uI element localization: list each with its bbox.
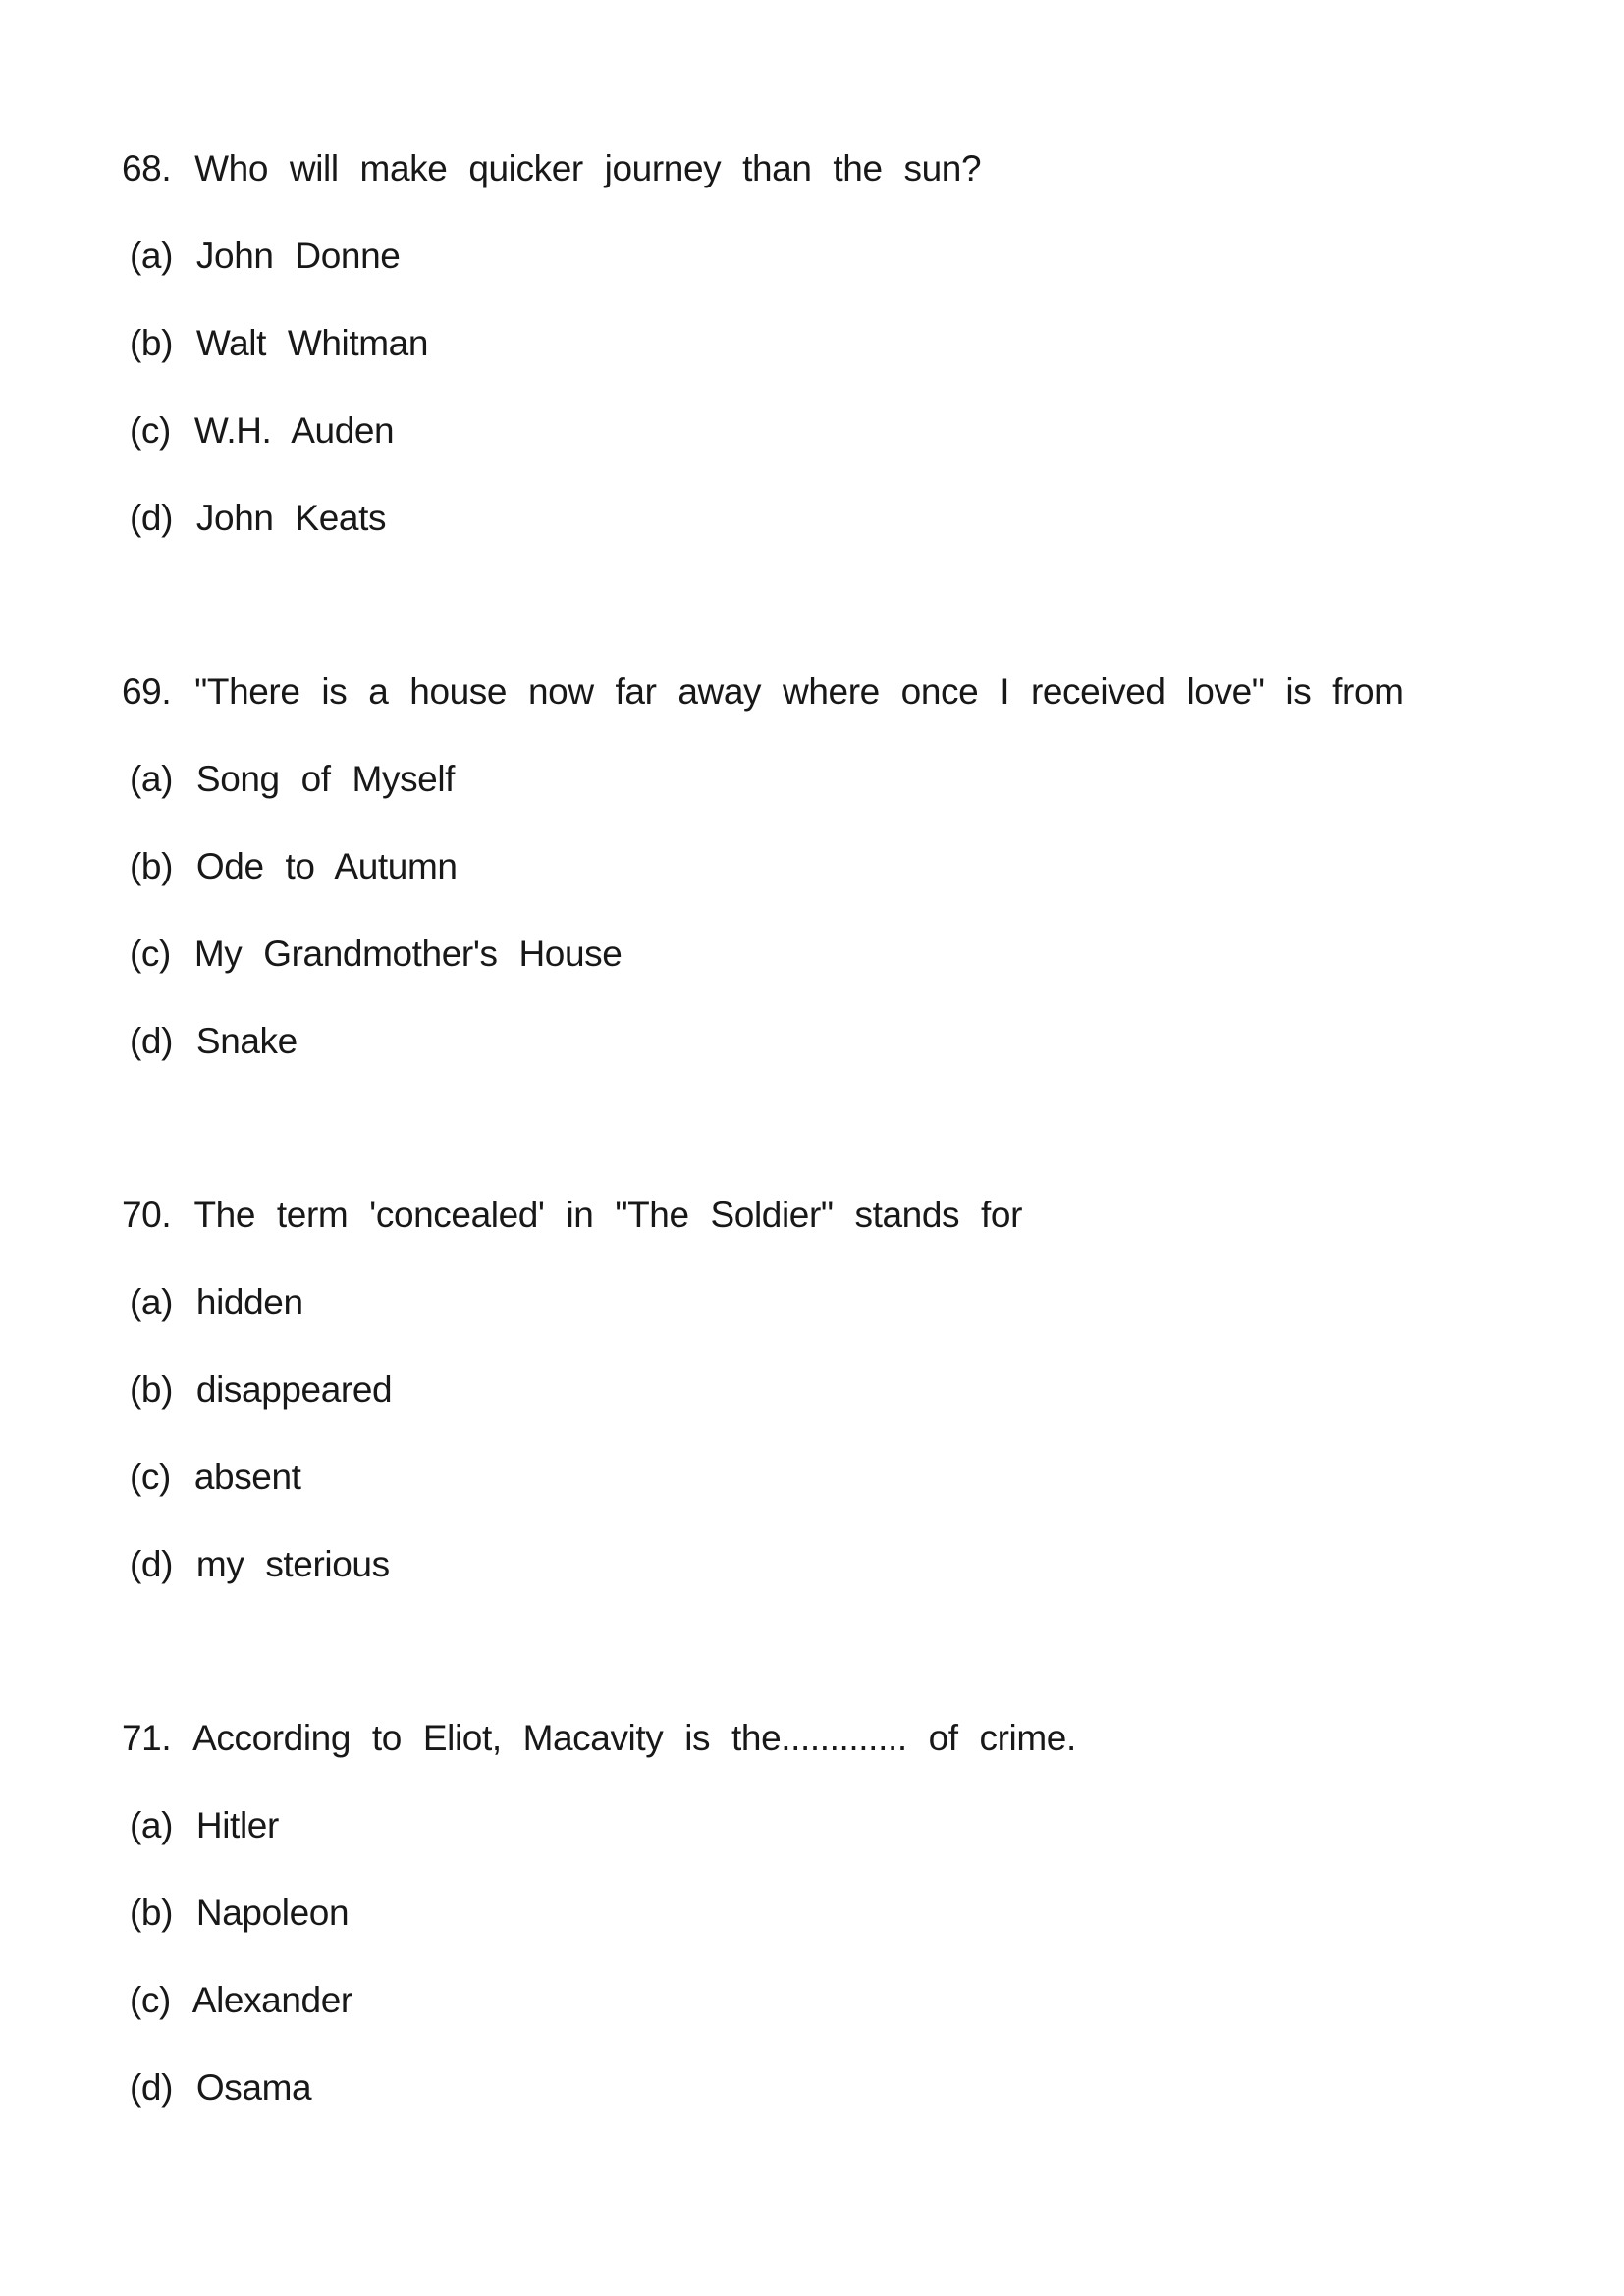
question-block-71 bbox=[122, 1717, 1585, 2109]
option-text: my sterious bbox=[195, 1544, 390, 1584]
question-68-option-c bbox=[130, 409, 1585, 452]
option-label: (b) bbox=[130, 323, 174, 363]
option-label: (a) bbox=[130, 1282, 174, 1322]
option-label: (d) bbox=[130, 1544, 174, 1584]
question-number: 69. bbox=[122, 671, 172, 712]
question-70-line bbox=[122, 1194, 1585, 1236]
option-text: Napoleon bbox=[195, 1893, 350, 1933]
option-text: W.H. Auden bbox=[193, 410, 395, 451]
option-text: Osama bbox=[195, 2067, 312, 2108]
question-number: 71. bbox=[122, 1718, 172, 1758]
question-71-option-c bbox=[130, 1979, 1585, 2021]
option-label: (b) bbox=[130, 846, 174, 886]
option-text: My Grandmother's House bbox=[193, 934, 623, 974]
option-label: (d) bbox=[130, 498, 174, 538]
question-70-option-a bbox=[130, 1281, 1585, 1323]
option-text: Ode to Autumn bbox=[195, 846, 458, 886]
question-number: 70. bbox=[122, 1195, 172, 1235]
question-68-option-b bbox=[130, 322, 1585, 364]
question-68-option-d bbox=[130, 497, 1585, 539]
question-block-70 bbox=[122, 1194, 1585, 1585]
option-label: (d) bbox=[130, 1021, 174, 1061]
question-number: 68. bbox=[122, 148, 172, 188]
option-label: (c) bbox=[130, 1457, 171, 1497]
question-68-option-a bbox=[130, 235, 1585, 277]
question-text: "There is a house now far away where once I received love" is from bbox=[194, 671, 1404, 712]
question-69-option-d bbox=[130, 1020, 1585, 1062]
question-71-option-b bbox=[130, 1892, 1585, 1934]
option-label: (c) bbox=[130, 410, 171, 451]
option-text: Walt Whitman bbox=[195, 323, 429, 363]
option-text: Song of Myself bbox=[195, 759, 456, 799]
option-text: absent bbox=[193, 1457, 301, 1497]
option-text: hidden bbox=[195, 1282, 303, 1322]
question-69-line bbox=[122, 670, 1585, 713]
option-label: (d) bbox=[130, 2067, 174, 2108]
question-69-option-b bbox=[130, 845, 1585, 887]
question-69-option-a bbox=[130, 758, 1585, 800]
option-label: (c) bbox=[130, 934, 171, 974]
option-text: John Donne bbox=[195, 236, 401, 276]
question-70-option-d bbox=[130, 1543, 1585, 1585]
question-block-69 bbox=[122, 670, 1585, 1062]
question-71-option-d bbox=[130, 2066, 1585, 2109]
question-71-line bbox=[122, 1717, 1585, 1759]
option-label: (a) bbox=[130, 1805, 174, 1845]
option-text: John Keats bbox=[195, 498, 387, 538]
question-70-option-b bbox=[130, 1368, 1585, 1411]
option-text: disappeared bbox=[195, 1369, 393, 1410]
option-label: (a) bbox=[130, 759, 174, 799]
option-text: Hitler bbox=[195, 1805, 279, 1845]
question-71-option-a bbox=[130, 1804, 1585, 1846]
question-68-line bbox=[122, 147, 1585, 189]
question-text: Who will make quicker journey than the sun? bbox=[194, 148, 982, 188]
question-69-option-c bbox=[130, 933, 1585, 975]
option-text: Snake bbox=[195, 1021, 298, 1061]
option-text: Alexander bbox=[191, 1980, 352, 2020]
option-label: (a) bbox=[130, 236, 174, 276]
question-70-option-c bbox=[130, 1456, 1585, 1498]
question-text: The term 'concealed' in "The Soldier" stands for bbox=[193, 1195, 1022, 1235]
question-block-68 bbox=[122, 147, 1585, 539]
question-text: According to Eliot, Macavity is the............. of crime. bbox=[192, 1718, 1076, 1758]
option-label: (b) bbox=[130, 1369, 174, 1410]
option-label: (b) bbox=[130, 1893, 174, 1933]
option-label: (c) bbox=[130, 1980, 171, 2020]
